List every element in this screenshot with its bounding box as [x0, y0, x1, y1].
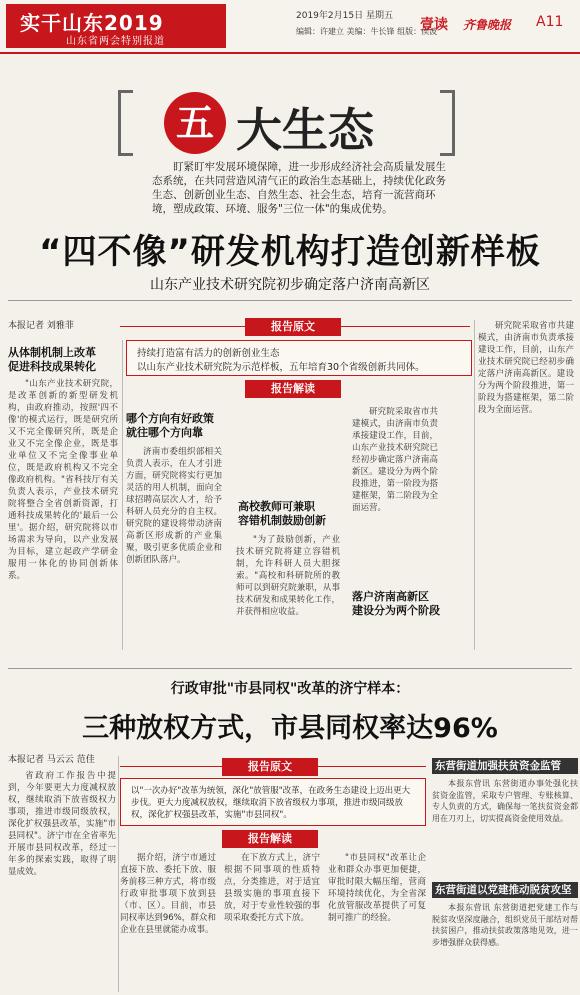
analysis-label: 报告解读: [222, 830, 318, 848]
issue-date: 2019年2月15日 星期五: [296, 11, 393, 21]
analysis-label: 报告解读: [245, 380, 341, 398]
original-report-label: 报告原文: [222, 758, 318, 776]
feature-number-badge: 五: [164, 92, 226, 154]
news-briefs-column: [432, 758, 578, 993]
page-number: A11: [536, 14, 564, 30]
left-bracket-decoration: [118, 90, 133, 156]
article1-col5-body: 研究院采取省市共建模式，由济南市负责承接建设工作，目前，山东产业技术研究院已经初步确定落户济南高新区。建设分为两个阶段推进，第一阶段为搭建框架，第二阶段为全面运营。: [478, 321, 574, 415]
column-divider: [122, 340, 123, 650]
column-divider: [474, 320, 475, 650]
brief1-body: 本报东营讯 东营街道办事处强化扶贫资金监管，采取专户管理、专账核算、专人负责的方式，确保每一笔扶贫资金都用在刀刃上，切实提高资金使用效益。: [432, 779, 578, 823]
original-report-label: 报告原文: [245, 318, 341, 336]
brief2-headline: 东营街道以党建推动脱贫攻坚: [432, 882, 578, 898]
feature-title: 大生态: [236, 103, 374, 157]
editor-credits: 编辑：许建立 美编：牛长锋 组版：侯波: [296, 27, 438, 36]
page-header: [0, 0, 580, 54]
article2-reporter: 本报记者 马云云 范佳: [8, 755, 95, 765]
divider: [8, 668, 572, 669]
article1-headline: “四不像”研发机构打造创新样板: [39, 232, 541, 272]
article1-col3-subhead: 高校教师可兼职 容错机制鼓励创新: [238, 500, 326, 527]
column-divider: [118, 756, 119, 992]
original-report-box: 以"一次办好"改革为统领，深化"放管服"改革，在政务生态建设上迈出更大步伐。更大力度减权放权，继续取消下放省级权力事项，推进市级同级放权，深化扩权强县改革，实施"市县同权"。: [120, 778, 426, 826]
article2-col4-body: "市县同权"改革让企业和群众办事更加便捷，审批时限大幅压缩，营商环境持续优化，为全省深化放管服改革提供了可复制可推广的经验。: [328, 853, 426, 923]
original-report-box: 持续打造富有活力的创新创业生态 以山东产业技术研究院为示范样板，五年培育30个省级创新共同体。: [126, 340, 472, 376]
article2-col3-body: 在下放方式上，济宁根据不同事项的性质特点，分类推进，对于适宜县级实施的事项直接下放，对于专业性较强的事项采取委托方式下放。: [224, 853, 320, 923]
divider: [8, 300, 572, 301]
article1-col1-subhead: 从体制机制上改革 促进科技成果转化: [8, 346, 96, 373]
article2-pre-headline: 行政审批"市县同权"改革的济宁样本：: [170, 681, 410, 697]
article1-col2-subhead: 哪个方向有好政策 就往哪个方向靠: [126, 412, 214, 439]
article1-reporter: 本报记者 刘雅菲: [8, 321, 74, 331]
brief2-body: 本报东营讯 东营街道把党建工作与脱贫攻坚深度融合，组织党员干部结对帮扶贫困户，推动扶贫政策落地见效，进一步增强群众获得感。: [432, 903, 578, 947]
article1-col1-body: "山东产业技术研究院，是改革创新的新型研发机构，由政府推动，按照'四不像'的模式运行，既是研究所又不完全像研究所，既是企业又不完全像企业，既是事业单位又不完全像事业单位，既是政府机构又不完全像政府机构。"省科技厅有关负责人表示，产业技术研究院将整合全省创新资源，打通科技成果转化的'最后一公里'。据介绍，研究院将以市场需求为导向，以产业发展为目标，建立起政产学研金服用一体化的协同创新体系。: [8, 379, 118, 581]
article2-col2-body: 据介绍，济宁市通过直接下放、委托下放、服务前移三种方式，将市级行政审批事项下放到县（市、区）。目前，市县同权率达到96%，群众和企业在县里就能办成事。: [120, 853, 216, 935]
paper-logo: 齐鲁晚报: [463, 18, 512, 32]
article1-col4-subhead: 落户济南高新区 建设分为两个阶段: [352, 590, 440, 617]
brand-title: 实干山东2019: [20, 11, 164, 35]
section-label: 壹读: [420, 17, 448, 33]
article1-col4-body: 研究院采取省市共建模式，由济南市负责承接建设工作，目前，山东产业技术研究院已经初步确定落户济南高新区。建设分为两个阶段推进，第一阶段为搭建框架，第二阶段为全面运营。: [352, 407, 438, 513]
article1-subheadline: 山东产业技术研究院初步确定落户济南高新区: [150, 277, 430, 293]
article2-col1-body: 省政府工作报告中提到，今年要更大力度减权放权，继续取消下放省级权力事项，推进市级同级放权，深化扩权强县改革，实施"市县同权"。济宁市在全省率先开展市县同权改革，经过一年多的探索实践，取得了明显成效。: [8, 771, 116, 877]
article1-col3-body: "为了鼓励创新，产业技术研究院将建立容错机制，允许科研人员大胆探索。"高校和科研院所的教师可以到研究院兼职，从事技术研发和成果转化工作，并获得相应收益。: [236, 535, 340, 617]
article1-col2-body: 济南市委组织部相关负责人表示，在人才引进方面，研究院将实行更加灵活的用人机制，面向全球招聘高层次人才，给予科研人员充分的自主权。研究院的建设将带动济南高新区形成新的产业集聚，吸引更多优质企业和创新团队落户。: [126, 447, 222, 565]
brand-subtitle: 山东省两会特别报道: [66, 36, 165, 47]
brief1-headline: 东营街道加强扶贫资金监管: [432, 758, 578, 774]
feature-intro: 盯紧盯牢发展环境保障，进一步形成经济社会高质量发展生态系统，在共同营造风清气正的政治生态基础上，持续优化政务生态、创新创业生态、自然生态、社会生态，培育一流营商环境，塑成政策、环境、服务"三位一体"的集成优势。: [152, 161, 446, 215]
article2-headline: 三种放权方式，市县同权率达96%: [82, 713, 498, 744]
right-bracket-decoration: [440, 90, 455, 156]
brand-banner: [6, 4, 226, 48]
